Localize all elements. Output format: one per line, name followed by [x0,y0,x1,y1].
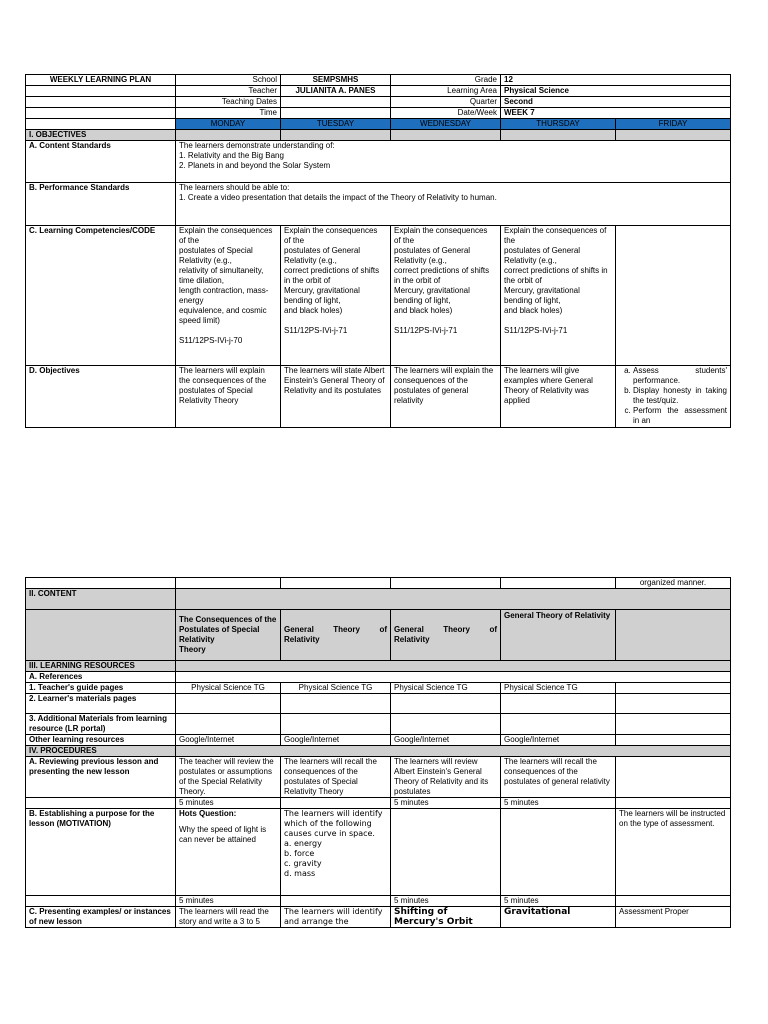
examples-tuesday: The learners will identify and arrange the [281,907,391,928]
content-thursday: General Theory of Relativity [501,610,616,661]
hots-text: Why the speed of light is can never be attained [179,825,267,844]
performance-standards-text: The learners should be able to: 1. Create a video presentation that details the impact of the Theory of Relativity to human. [176,183,731,226]
school-label: School [176,75,281,86]
reviewing-label: A. Reviewing previous lesson and presenting the new lesson [26,757,176,798]
examples-thursday: Gravitational [501,907,616,928]
area-value: Physical Science [501,86,731,97]
content-standards-text: The learners demonstrate understanding of: 1. Relativity and the Big Bang 2. Planets in and beyond the Solar System [176,141,731,183]
day-wednesday: WEDNESDAY [391,119,501,130]
objectives-label: D. Objectives [26,366,176,428]
page-1 [25,74,730,428]
performance-standards-label: B. Performance Standards [26,183,176,226]
header-table [25,74,731,119]
tg-friday [616,683,731,694]
plan-table-continued [25,577,731,928]
school-value: SEMPSMHS [281,75,391,86]
content-tuesday: General Theory of Relativity [281,610,391,661]
plan-table [25,118,731,428]
other-resources-label: Other learning resources [26,735,176,746]
objective-tuesday: The learners will state Albert Einstein's General Theory of Relativity and its postulates [281,366,391,428]
resources-heading: III. LEARNING RESOURCES [26,661,176,672]
tg-label: 1. Teacher's guide pages [26,683,176,694]
reviewing-monday: The teacher will review the postulates or assumptions of the Special Relativity Theory. [176,757,281,798]
examples-monday: The learners will read the story and write a 3 to 5 [176,907,281,928]
other-thursday: Google/Internet [501,735,616,746]
purpose-time-friday [616,896,731,907]
page-2 [25,577,730,928]
objective-thursday: The learners will give examples where General Theory of Relativity was applied [501,366,616,428]
reviewing-friday [616,757,731,798]
purpose-label: B. Establishing a purpose for the lesson (MOTIVATION) [26,809,176,896]
objective-monday: The learners will explain the consequences of the postulates of Special Relativity Theory [176,366,281,428]
other-tuesday: Google/Internet [281,735,391,746]
competency-tuesday: Explain the consequences of the postulates of General Relativity (e.g., correct predictions of shifts in the orbit of Mercury, gravitational bending of light, and black holes) S11/12PS-IVi-j-71 [281,226,391,366]
motivation-friday: The learners will be instructed on the type of assessment. [616,809,731,896]
area-label: Learning Area [391,86,501,97]
hots-title: Hots Question: [179,809,237,818]
content-heading: II. CONTENT [26,589,176,610]
dates-label: Teaching Dates [176,97,281,108]
dateweek-label: Date/Week [391,108,501,119]
competency-thursday: Explain the consequences of the postulates of General Relativity (e.g., correct predictions of shifts in the orbit of Mercury, gravitational bending of light, and black holes) S11/12PS-IVi-j-71 [501,226,616,366]
purpose-time-tuesday [281,896,391,907]
lm-label: 2. Learner's materials pages [26,694,176,714]
examples-friday: Assessment Proper [616,907,731,928]
competency-wednesday: Explain the consequences of the postulates of General Relativity (e.g., correct predictions of shifts in the orbit of Mercury, gravitational bending of light, and black holes) S11/12PS-IVi-j-71 [391,226,501,366]
objectives-heading: I. OBJECTIVES [26,130,176,141]
content-standards-label: A. Content Standards [26,141,176,183]
day-monday: MONDAY [176,119,281,130]
purpose-time-thursday: 5 minutes [501,896,616,907]
time-wednesday: 5 minutes [391,798,501,809]
other-monday: Google/Internet [176,735,281,746]
time-monday: 5 minutes [176,798,281,809]
competency-monday: Explain the consequences of the postulates of Special Relativity (e.g., relativity of simultaneity, time dilation, length contraction, mass- energy equivalence, and cosmic speed limit) S11/12PS-IVi-j-70 [176,226,281,366]
day-tuesday: TUESDAY [281,119,391,130]
other-friday [616,735,731,746]
day-friday: FRIDAY [616,119,731,130]
reviewing-tuesday: The learners will recall the consequences of the postulates of Special Relativity Theory [281,757,391,798]
time-tuesday [281,798,391,809]
content-monday: The Consequences of the Postulates of Special Relativity Theory [176,610,281,661]
purpose-time-monday: 5 minutes [176,896,281,907]
carry-over-text: organized manner. [616,578,731,589]
objective-friday [616,366,731,428]
grade-value: 12 [501,75,731,86]
quarter-value: Second [501,97,731,108]
examples-label: C. Presenting examples/ or instances of new lesson [26,907,176,928]
references-label: A. References [26,672,176,683]
examples-wednesday: Shifting of Mercury's Orbit [391,907,501,928]
tg-monday: Physical Science TG [176,683,281,694]
teacher-label: Teacher [176,86,281,97]
time-friday [616,798,731,809]
other-wednesday: Google/Internet [391,735,501,746]
competency-friday [616,226,731,366]
tg-wednesday: Physical Science TG [391,683,501,694]
motivation-monday [176,809,281,896]
motivation-tuesday: The learners will identify which of the following causes curve in space. a. energy b. force c. gravity d. mass [281,809,391,896]
additional-materials-label: 3. Additional Materials from learning resource (LR portal) [26,714,176,735]
list-item: c. Perform the assessment in an [633,406,727,426]
week-value: WEEK 7 [501,108,731,119]
reviewing-thursday: The learners will recall the consequences of the postulates of general relativity [501,757,616,798]
day-thursday: THURSDAY [501,119,616,130]
tg-thursday: Physical Science TG [501,683,616,694]
procedures-heading: IV. PROCEDURES [26,746,176,757]
time-label: Time [176,108,281,119]
quarter-label: Quarter [391,97,501,108]
purpose-time-wednesday: 5 minutes [391,896,501,907]
tg-tuesday: Physical Science TG [281,683,391,694]
competencies-label: C. Learning Competencies/CODE [26,226,176,366]
teacher-value: JULIANITA A. PANES [281,86,391,97]
content-wednesday: General Theory of Relativity [391,610,501,661]
reviewing-wednesday: The learners will review Albert Einstein's General Theory of Relativity and its postulates [391,757,501,798]
plan-title: WEEKLY LEARNING PLAN [26,75,176,86]
list-item: b. Display honesty in taking the test/quiz. [633,386,727,406]
friday-objective-list [619,366,727,426]
list-item: a. Assess students' performance. [633,366,727,386]
content-friday [616,610,731,661]
grade-label: Grade [391,75,501,86]
time-thursday: 5 minutes [501,798,616,809]
objective-wednesday: The learners will explain the consequences of the postulates of general relativity [391,366,501,428]
